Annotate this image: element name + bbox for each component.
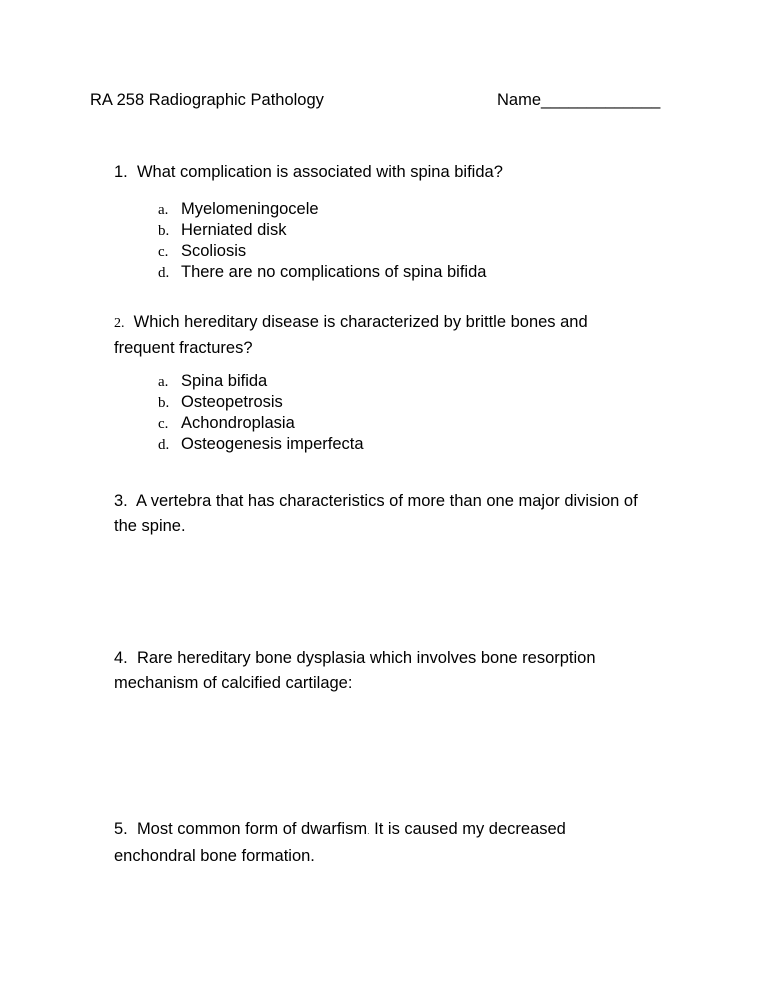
question-2-options — [158, 371, 364, 455]
question-text-line-2: the spine. — [114, 517, 186, 535]
question-text: Which hereditary disease is characterized by brittle bones and — [133, 313, 588, 331]
question-text-line-2: mechanism of calcified cartilage: — [114, 674, 353, 692]
option-letter: d. — [158, 265, 170, 281]
question-text-line-2: frequent fractures? — [114, 339, 253, 357]
small-period: . — [367, 826, 370, 836]
question-number: 3. — [114, 492, 128, 510]
option-d[interactable] — [158, 434, 364, 455]
option-letter: c. — [158, 416, 169, 432]
option-b[interactable] — [158, 392, 364, 413]
question-number: 1. — [114, 163, 128, 181]
question-text: Most common form of dwarfism — [136, 820, 368, 838]
option-text: Myelomeningocele — [181, 200, 319, 218]
option-letter: b. — [158, 223, 170, 239]
course-title: RA 258 Radiographic Pathology — [90, 91, 324, 109]
option-text: Achondroplasia — [181, 414, 295, 432]
question-text-continued: It is caused my decreased — [369, 820, 566, 838]
question-5 — [114, 817, 566, 869]
question-text: What complication is associated with spina bifida? — [136, 163, 503, 181]
option-a[interactable] — [158, 199, 486, 220]
question-2 — [114, 310, 588, 361]
question-4 — [114, 646, 596, 696]
option-text: Spina bifida — [181, 372, 268, 390]
option-letter: a. — [158, 374, 169, 390]
option-letter: c. — [158, 244, 169, 260]
option-text: Scoliosis — [181, 242, 247, 260]
question-1 — [114, 160, 503, 185]
option-text: Herniated disk — [181, 221, 287, 239]
option-text: There are no complications of spina bifida — [181, 263, 487, 281]
option-d[interactable] — [158, 262, 486, 283]
option-letter: d. — [158, 437, 170, 453]
question-number: 2. — [114, 316, 125, 331]
option-letter: a. — [158, 202, 169, 218]
question-1-options — [158, 199, 486, 283]
question-text: A vertebra that has characteristics of more than one major division of — [136, 492, 638, 510]
question-number: 4. — [114, 649, 128, 667]
question-text-line-1 — [114, 817, 566, 844]
question-text-line-1 — [114, 489, 638, 514]
question-text-line-2: enchondral bone formation. — [114, 847, 315, 865]
option-a[interactable] — [158, 371, 364, 392]
option-c[interactable] — [158, 241, 486, 262]
question-text-line-1 — [114, 646, 596, 671]
option-letter: b. — [158, 395, 170, 411]
question-3 — [114, 489, 638, 539]
question-text-line-1 — [114, 310, 588, 336]
name-field[interactable]: Name_____________ — [497, 91, 661, 109]
question-text: Rare hereditary bone dysplasia which involves bone resorption — [136, 649, 596, 667]
option-text: Osteogenesis imperfecta — [181, 435, 364, 453]
question-number: 5. — [114, 820, 128, 838]
option-c[interactable] — [158, 413, 364, 434]
option-text: Osteopetrosis — [181, 393, 283, 411]
option-b[interactable] — [158, 220, 486, 241]
